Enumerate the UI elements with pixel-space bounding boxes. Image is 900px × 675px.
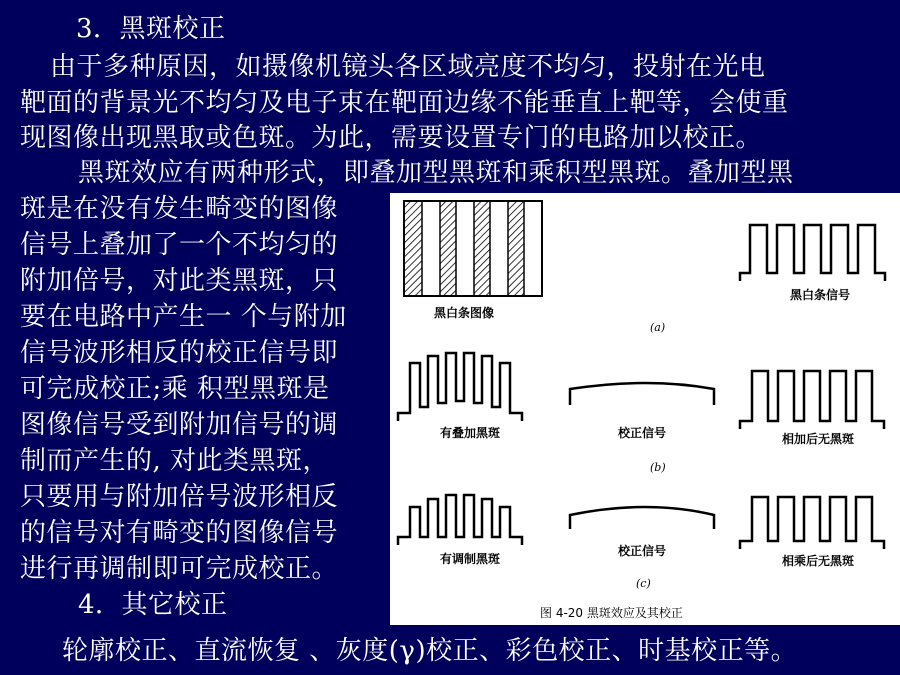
sub-label-b: (b)	[650, 461, 666, 474]
text-line: 靶面的背景光不均匀及电子束在靶面边缘不能垂直上靶等，会使重	[20, 88, 789, 118]
label-correction-signal-c: 校正信号	[618, 544, 667, 558]
sub-label-c: (c)	[636, 577, 651, 590]
figure-caption: 图 4-20 黑斑效应及其校正	[540, 606, 683, 620]
text-line: 信号上叠加了一个不均匀的	[20, 230, 339, 260]
text-line: 制而产生的, 对此类黑斑，	[20, 446, 330, 476]
multiplied-result-waveform	[740, 497, 884, 549]
label-added-result: 相加后无黑斑	[782, 432, 855, 446]
figure-drawing	[390, 193, 900, 625]
label-multiplied-result: 相乘后无黑斑	[782, 554, 855, 568]
correction-signal-c-waveform	[570, 507, 714, 529]
text-line: 可完成校正;乘 积型黑斑是	[20, 374, 330, 404]
other-corrections-text: 轮廓校正、直流恢复 、灰度(γ)校正、彩色校正、时基校正等。	[62, 636, 798, 666]
heading-shading-correction: 3．黑斑校正	[76, 14, 226, 44]
bw-bar-image	[404, 201, 542, 296]
text-line: 的信号对有畸变的图像信号	[20, 518, 339, 548]
heading-other-corrections: 4．其它校正	[78, 590, 228, 620]
label-additive-shading: 有叠加黑斑	[440, 426, 501, 440]
label-bw-image: 黑白条图像	[434, 306, 495, 320]
text-line: 进行再调制即可完成校正。	[20, 554, 339, 584]
label-modulated-shading: 有调制黑斑	[440, 552, 501, 566]
text-line: 图像信号受到附加信号的调	[20, 410, 339, 440]
text-line: 由于多种原因，如摄像机镜头各区域亮度不均匀，投射在光电	[50, 52, 766, 82]
shading-effect-figure	[390, 193, 900, 625]
text-line: 黑斑效应有两种形式，即叠加型黑斑和乘积型黑斑。叠加型黑	[78, 158, 794, 188]
text-line: 信号波形相反的校正信号即	[20, 338, 339, 368]
text-line: 附加倍号，对此类黑斑，只	[20, 266, 339, 296]
text-line: 要在电路中产生一 个与附加	[20, 302, 347, 332]
correction-signal-b-waveform	[570, 383, 714, 405]
label-correction-signal-b: 校正信号	[618, 426, 667, 440]
additive-shading-waveform	[398, 353, 522, 421]
text-line: 斑是在没有发生畸变的图像	[20, 194, 339, 224]
modulated-shading-waveform	[398, 495, 522, 545]
label-bw-signal: 黑白条信号	[790, 288, 851, 302]
sub-label-a: (a)	[650, 321, 666, 334]
text-line: 只要用与附加倍号波形相反	[20, 482, 339, 512]
added-result-waveform	[740, 371, 884, 429]
text-line: 现图像出现黑取或色斑。为此，需要设置专门的电路加以校正。	[20, 123, 763, 153]
bw-bar-signal-waveform	[740, 225, 885, 281]
